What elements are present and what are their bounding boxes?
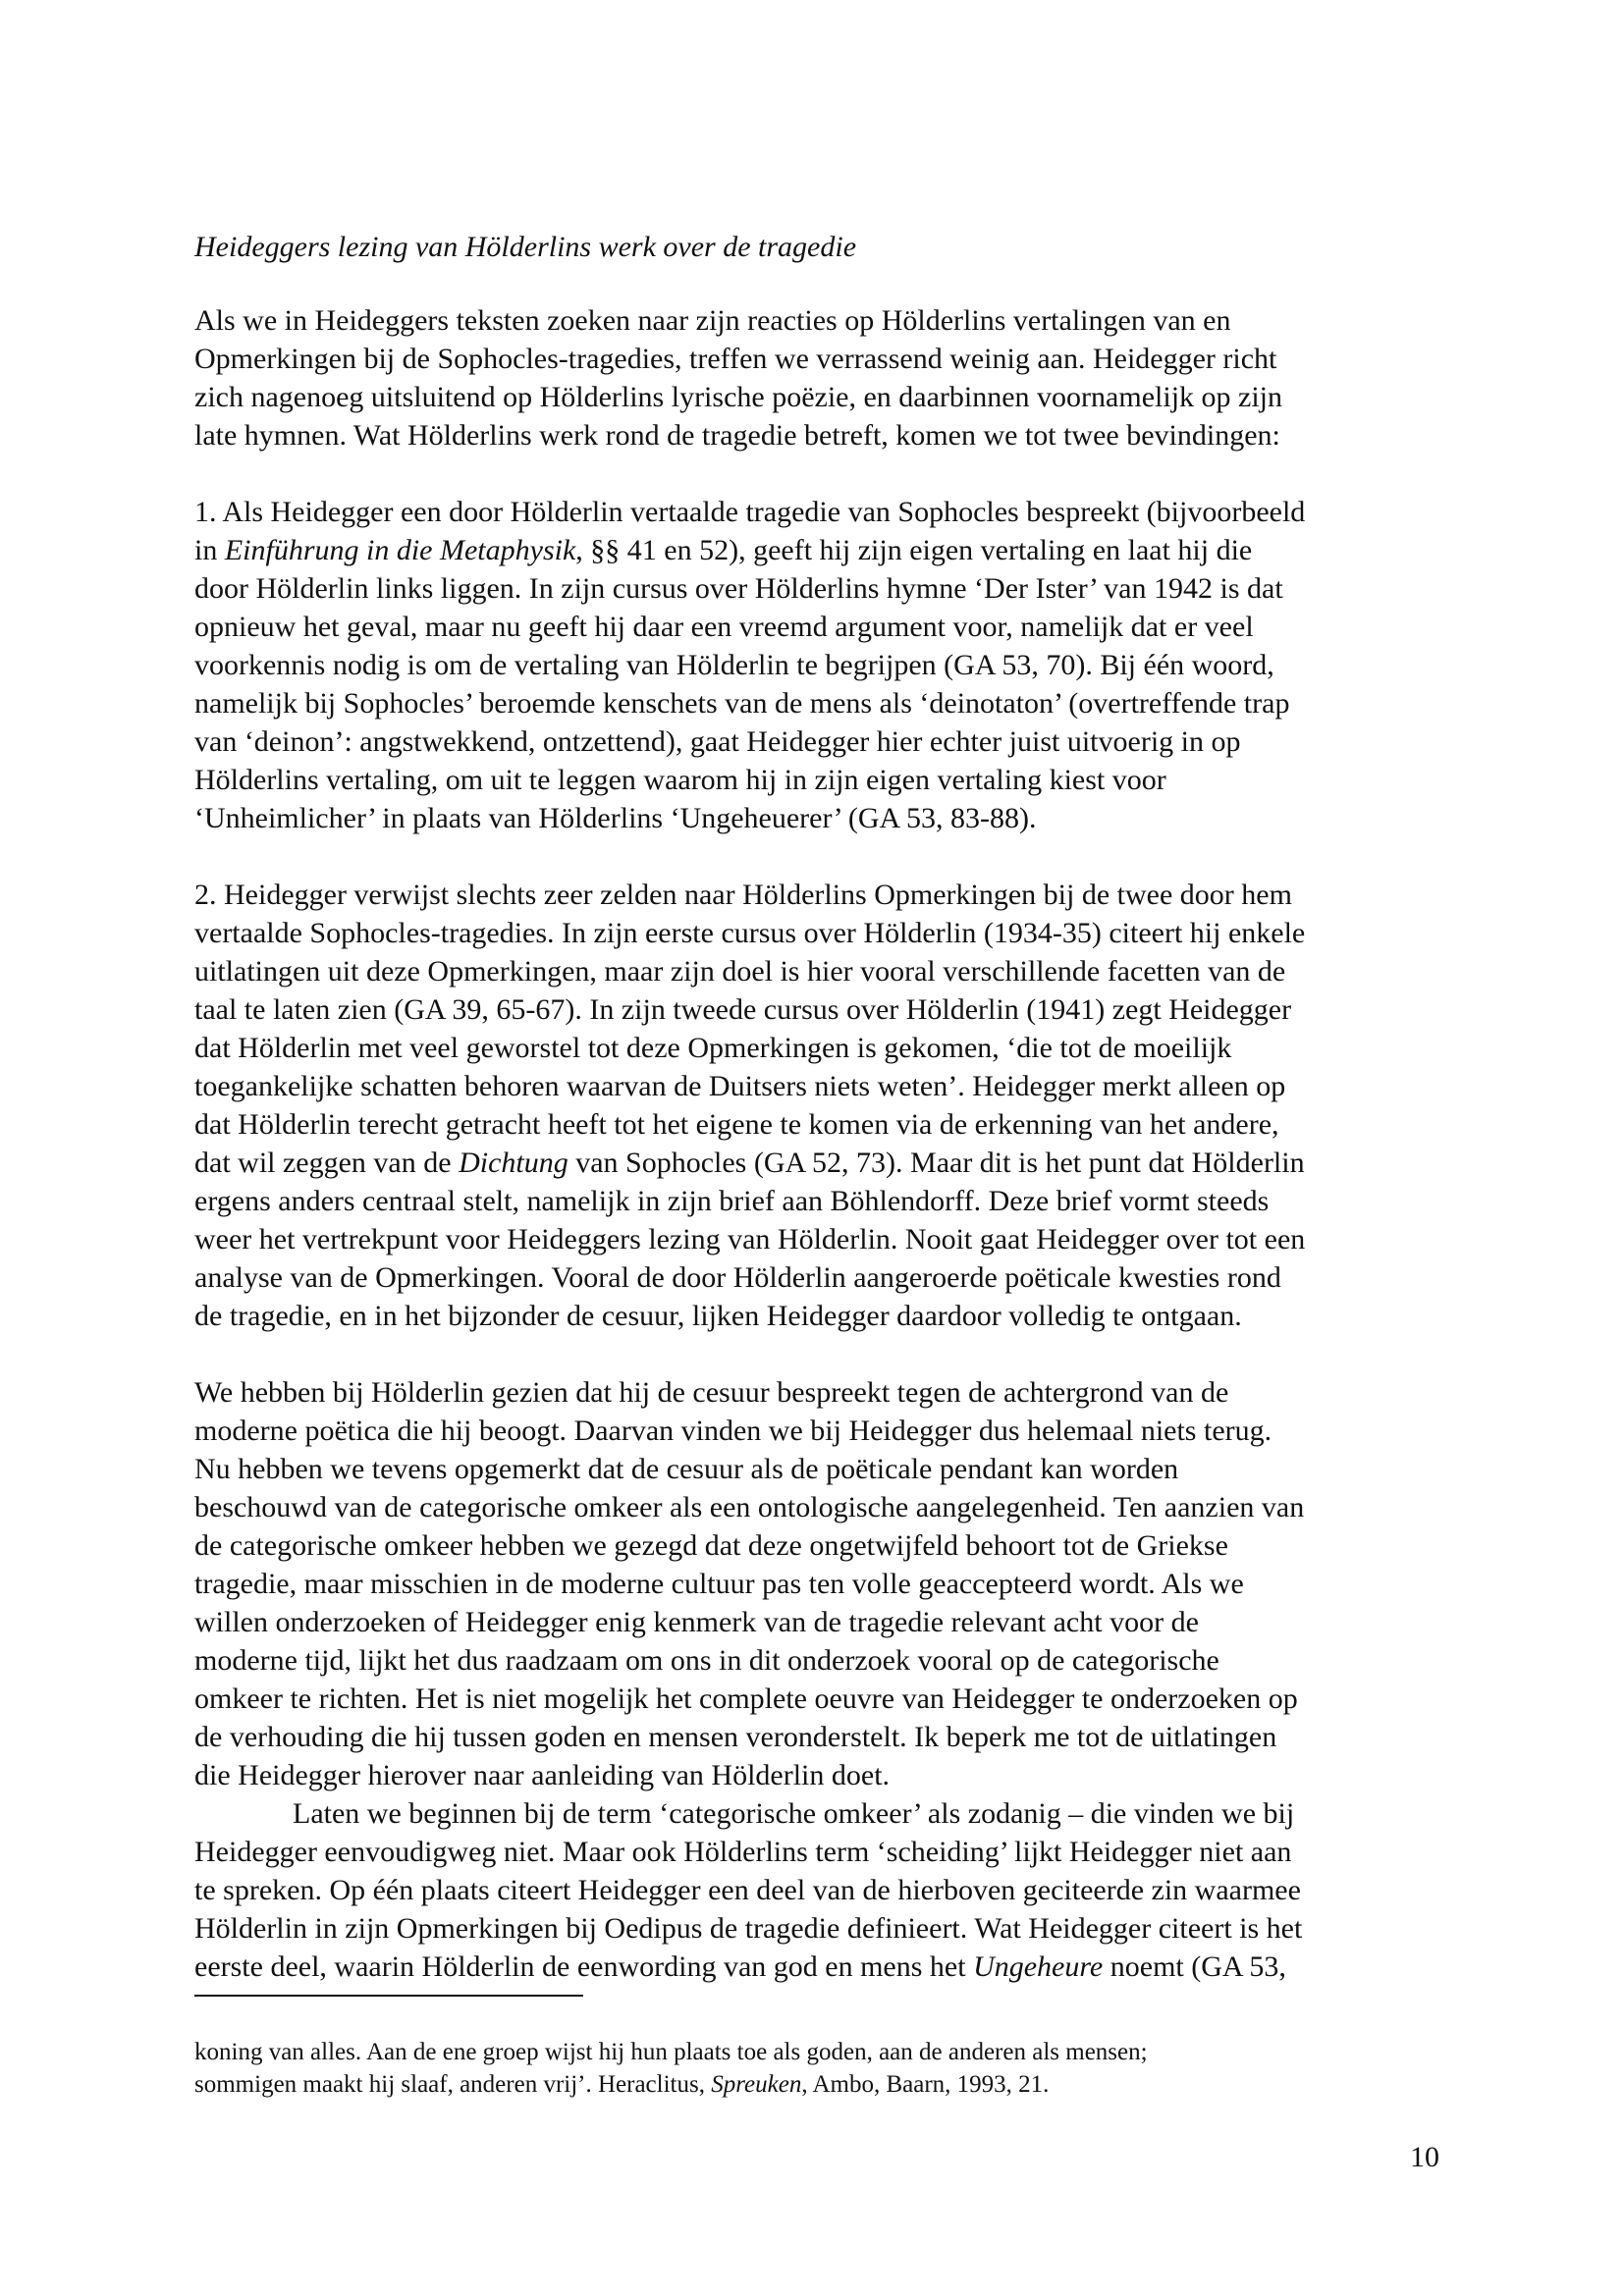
paragraph-line: door Hölderlin links liggen. In zijn cursus over Hölderlins hymne ‘Der Ister’ van 1942 is dat	[194, 572, 1283, 605]
paragraph-line: opnieuw het geval, maar nu geeft hij daar een vreemd argument voor, namelijk dat er veel	[194, 611, 1254, 643]
paragraph-line: moderne poëtica die hij beoogt. Daarvan vinden we bij Heidegger dus helemaal niets terug.	[194, 1415, 1272, 1447]
paragraphs-container	[194, 301, 1439, 1986]
paragraph-line: 2. Heidegger verwijst slechts zeer zelden naar Hölderlins Opmerkingen bij de twee door hem	[194, 879, 1292, 911]
section-heading: Heideggers lezing van Hölderlins werk over de tragedie	[194, 231, 857, 263]
paragraph-line: Heidegger eenvoudigweg niet. Maar ook Hölderlins term ‘scheiding’ lijkt Heidegger niet aan	[194, 1836, 1292, 1868]
paragraph-line: Nu hebben we tevens opgemerkt dat de cesuur als de poëticale pendant kan worden	[194, 1453, 1179, 1485]
paragraph-line: Opmerkingen bij de Sophocles-tragedies, treffen we verrassend weinig aan. Heidegger richt	[194, 343, 1277, 375]
paragraph-line: namelijk bij Sophocles’ beroemde kenschets van de mens als ‘deinotaton’ (overtreffende trap	[194, 687, 1290, 720]
paragraph-2	[194, 493, 1439, 837]
paragraph-line: in Einführung in die Metaphysik, §§ 41 en 52), geeft hij zijn eigen vertaling en laat hij die	[194, 534, 1253, 566]
paragraph-line: ergens anders centraal stelt, namelijk in zijn brief aan Böhlendorff. Deze brief vormt steeds	[194, 1185, 1270, 1217]
paragraph-line: te spreken. Op één plaats citeert Heidegger een deel van de hierboven geciteerde zin waarmee	[194, 1874, 1301, 1906]
paragraph-line: taal te laten zien (GA 39, 65-67). In zijn tweede cursus over Hölderlin (1941) zegt Heidegger	[194, 993, 1292, 1026]
paragraph-line: late hymnen. Wat Hölderlins werk rond de tragedie betreft, komen we tot twee bevindingen:	[194, 419, 1280, 452]
italic-term: Ungeheure	[973, 1950, 1104, 1983]
paragraph-line: willen onderzoeken of Heidegger enig kenmerk van de tragedie relevant acht voor de	[194, 1606, 1199, 1638]
paragraph-line: eerste deel, waarin Hölderlin de eenwording van god en mens het Ungeheure noemt (GA 53,	[194, 1950, 1286, 1983]
paragraph-line: van ‘deinon’: angstwekkend, ontzettend), gaat Heidegger hier echter juist uitvoerig in op	[194, 725, 1241, 758]
footnote-line: koning van alles. Aan de ene groep wijst hij hun plaats toe als goden, aan de anderen als mensen;	[194, 2039, 1148, 2065]
paragraph-line: omkeer te richten. Het is niet mogelijk het complete oeuvre van Heidegger te onderzoeken op	[194, 1682, 1298, 1715]
paragraph-5	[194, 1794, 1439, 1986]
paragraph-3	[194, 876, 1439, 1335]
paragraph-4	[194, 1373, 1439, 1794]
paragraph-line: We hebben bij Hölderlin gezien dat hij de cesuur bespreekt tegen de achtergrond van de	[194, 1376, 1229, 1409]
paragraph-line: ‘Unheimlicher’ in plaats van Hölderlins ‘Ungeheuerer’ (GA 53, 83-88).	[194, 802, 1037, 834]
paragraph-line: vertaalde Sophocles-tragedies. In zijn eerste cursus over Hölderlin (1934-35) citeert hij enkele	[194, 917, 1306, 949]
paragraph-line: Hölderlins vertaling, om uit te leggen waarom hij in zijn eigen vertaling kiest voor	[194, 764, 1166, 796]
paragraph-line: zich nagenoeg uitsluitend op Hölderlins lyrische poëzie, en daarbinnen voornamelijk op zijn	[194, 381, 1283, 413]
italic-term: Einführung in die Metaphysik	[224, 534, 576, 566]
footnote	[194, 2036, 1439, 2101]
paragraph-line: de verhouding die hij tussen goden en mensen veronderstelt. Ik beperk me tot de uitlatingen	[194, 1721, 1277, 1753]
paragraph-line: moderne tijd, lijkt het dus raadzaam om ons in dit onderzoek vooral op de categorische	[194, 1644, 1219, 1677]
paragraph-line: die Heidegger hierover naar aanleiding van Hölderlin doet.	[194, 1759, 891, 1791]
paragraph-1	[194, 301, 1439, 454]
paragraph-line: Als we in Heideggers teksten zoeken naar zijn reacties op Hölderlins vertalingen van en	[194, 304, 1231, 337]
paragraph-line: analyse van de Opmerkingen. Vooral de door Hölderlin aangeroerde poëticale kwesties rond	[194, 1261, 1281, 1294]
paragraph-line: toegankelijke schatten behoren waarvan de Duitsers niets weten’. Heidegger merkt alleen op	[194, 1070, 1286, 1102]
paragraph-line: voorkennis nodig is om de vertaling van Hölderlin te begrijpen (GA 53, 70). Bij één woord,	[194, 649, 1274, 681]
paragraph-line: 1. Als Heidegger een door Hölderlin vertaalde tragedie van Sophocles bespreekt (bijvoorbeeld	[194, 496, 1306, 528]
paragraph-line: uitlatingen uit deze Opmerkingen, maar zijn doel is hier vooral verschillende facetten van de	[194, 955, 1286, 988]
page-number: 10	[1410, 2141, 1439, 2173]
italic-term: Dichtung	[459, 1147, 568, 1179]
paragraph-line: de categorische omkeer hebben we gezegd dat deze ongetwijfeld behoort tot de Griekse	[194, 1529, 1228, 1562]
paragraph-line: tragedie, maar misschien in de moderne cultuur pas ten volle geaccepteerd wordt. Als we	[194, 1568, 1244, 1600]
paragraph-line: dat Hölderlin terecht getracht heeft tot het eigene te komen via de erkenning van het andere,	[194, 1108, 1279, 1141]
italic-term: Spreuken	[711, 2071, 802, 2098]
paragraph-line: de tragedie, en in het bijzonder de cesuur, lijken Heidegger daardoor volledig te ontgaan.	[194, 1300, 1242, 1332]
paragraph-line: Hölderlin in zijn Opmerkingen bij Oedipus de tragedie definieert. Wat Heidegger citeert is het	[194, 1912, 1303, 1945]
paragraph-line: dat wil zeggen van de Dichtung van Sophocles (GA 52, 73). Maar dit is het punt dat Hölderlin	[194, 1147, 1305, 1179]
document-body	[194, 228, 1439, 1986]
paragraph-line: beschouwd van de categorische omkeer als een ontologische aangelegenheid. Ten aanzien van	[194, 1491, 1305, 1523]
footnote-divider	[194, 1995, 583, 1997]
paragraph-line: weer het vertrekpunt voor Heideggers lezing van Hölderlin. Nooit gaat Heidegger over tot een	[194, 1223, 1306, 1255]
paragraph-line: dat Hölderlin met veel geworstel tot deze Opmerkingen is gekomen, ‘die tot de moeilijk	[194, 1032, 1232, 1064]
paragraph-line: Laten we beginnen bij de term ‘categorische omkeer’ als zodanig – die vinden we bij	[293, 1797, 1295, 1830]
footnote-line: sommigen maakt hij slaaf, anderen vrij’. Heraclitus, Spreuken, Ambo, Baarn, 1993, 21.	[194, 2071, 1050, 2098]
